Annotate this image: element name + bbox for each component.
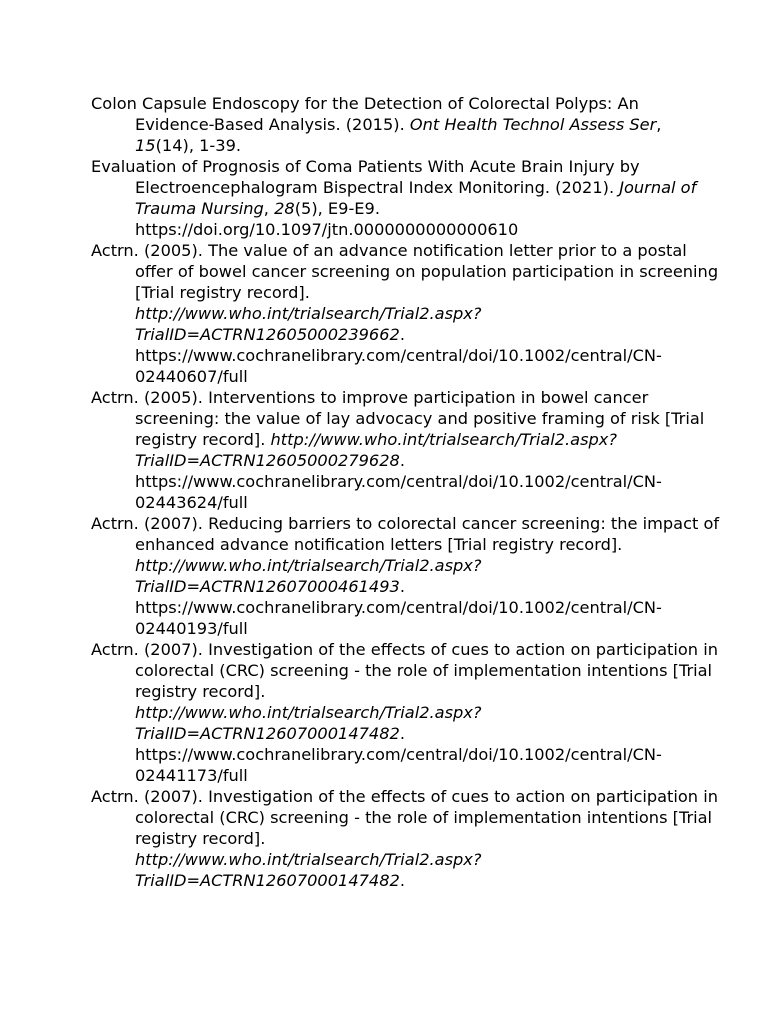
reference-entry: Evaluation of Prognosis of Coma Patients With Acute Brain Injury by Electroencephalogram Bispectral Index Monitoring. (2021). Journal of Trauma Nursing, 28(5), E9-E9. https://doi.org/10.1097/jtn.0000000000000610 xyxy=(91,157,697,239)
reference-text: Actrn. (2007). Investigation of the effects of cues to action on participation in colorectal (CRC) screening - the role of implementation intentions [Trial registry record]. xyxy=(91,787,718,848)
reference-text: Actrn. (2007). Reducing barriers to colorectal cancer screening: the impact of enhanced advance notification letters [Trial registry record]. xyxy=(91,514,720,554)
cochrane-link[interactable]: https://www.cochranelibrary.com/central/doi/10.1002/central/CN- 02440193/full xyxy=(135,598,662,638)
trial-url[interactable]: http://www.who.int/trialsearch/Trial2.aspx? TrialID=ACTRN12607000461493 xyxy=(135,556,482,596)
issue-pages: (14), 1-39. xyxy=(155,136,242,155)
journal-volume: 28 xyxy=(274,199,295,218)
journal-title: Ont Health Technol Assess Ser xyxy=(409,115,657,134)
cochrane-link[interactable]: https://www.cochranelibrary.com/central/doi/10.1002/central/CN- 02443624/full xyxy=(135,472,662,512)
reference-text: Colon Capsule Endoscopy for the Detection of Colorectal Polyps: An Evidence-Based Analysis. (2015). xyxy=(91,94,639,134)
reference-text: Actrn. (2005). Interventions to improve participation in bowel cancer screening: the value of lay advocacy and positive framing of risk [Trial registry record]. xyxy=(91,388,705,449)
reference-entry: Actrn. (2007). Reducing barriers to colorectal cancer screening: the impact of enhanced advance notification letters [Trial registry record]. http://www.who.int/trialsearch/Trial2.aspx? TrialID=ACTRN12607000461493. https://www.cochranelibrary.com/central/doi/10.1002/central/CN- 02440193/full xyxy=(91,514,720,638)
cochrane-link[interactable]: https://www.cochranelibrary.com/central/doi/10.1002/central/CN- 02440607/full xyxy=(135,346,662,386)
reference-text: Actrn. (2005). The value of an advance notification letter prior to a postal offer of bowel cancer screening on population participation in screening [Trial registry record]. xyxy=(91,241,719,302)
reference-text: Evaluation of Prognosis of Coma Patients With Acute Brain Injury by Electroencephalogram Bispectral Index Monitoring. (2021). xyxy=(91,157,640,197)
trial-url[interactable]: http://www.who.int/trialsearch/Trial2.aspx? TrialID=ACTRN12605000239662 xyxy=(135,304,482,344)
trial-url[interactable]: http://www.who.int/trialsearch/Trial2.aspx? TrialID=ACTRN12607000147482 xyxy=(135,703,482,743)
reference-entry: Actrn. (2007). Investigation of the effects of cues to action on participation in colorectal (CRC) screening - the role of implementation intentions [Trial registry record]. http://www.who.int/trialsearch/Trial2.aspx? TrialID=ACTRN12607000147482. xyxy=(91,787,718,890)
reference-entry: Actrn. (2007). Investigation of the effects of cues to action on participation in colorectal (CRC) screening - the role of implementation intentions [Trial registry record]. http://www.who.int/trialsearch/Trial2.aspx? TrialID=ACTRN12607000147482. https://www.cochranelibrary.com/central/doi/10.1002/central/CN- 02441173/full xyxy=(91,640,718,785)
cochrane-link[interactable]: https://www.cochranelibrary.com/central/doi/10.1002/central/CN- 02441173/full xyxy=(135,745,662,785)
journal-title: Journal of Trauma Nursing xyxy=(135,178,697,218)
reference-entry: Colon Capsule Endoscopy for the Detection of Colorectal Polyps: An Evidence-Based Analysis. (2015). Ont Health Technol Assess Ser, 15(14), 1-39. xyxy=(91,94,662,155)
doi-link[interactable]: https://doi.org/10.1097/jtn.0000000000000610 xyxy=(135,220,519,239)
trial-url[interactable]: http://www.who.int/trialsearch/Trial2.aspx? TrialID=ACTRN12607000147482 xyxy=(135,850,482,890)
reference-text: Actrn. (2007). Investigation of the effects of cues to action on participation in colorectal (CRC) screening - the role of implementation intentions [Trial registry record]. xyxy=(91,640,718,701)
reference-entry: Actrn. (2005). The value of an advance notification letter prior to a postal offer of bowel cancer screening on population participation in screening [Trial registry record]. http://www.who.int/trialsearch/Trial2.aspx? TrialID=ACTRN12605000239662. https://www.cochranelibrary.com/central/doi/10.1002/central/CN- 02440607/full xyxy=(91,241,719,386)
issue-pages: (5), E9-E9. xyxy=(294,199,380,218)
trial-url[interactable]: http://www.who.int/trialsearch/Trial2.aspx? TrialID=ACTRN12605000279628 xyxy=(135,430,617,470)
journal-volume: 15 xyxy=(135,136,156,155)
reference-entry: Actrn. (2005). Interventions to improve participation in bowel cancer screening: the value of lay advocacy and positive framing of risk [Trial registry record]. http://www.who.int/trialsearch/Trial2.aspx? TrialID=ACTRN12605000279628. https://www.cochranelibrary.com/central/doi/10.1002/central/CN- 02443624/full xyxy=(91,388,705,512)
reference-list xyxy=(91,93,723,891)
